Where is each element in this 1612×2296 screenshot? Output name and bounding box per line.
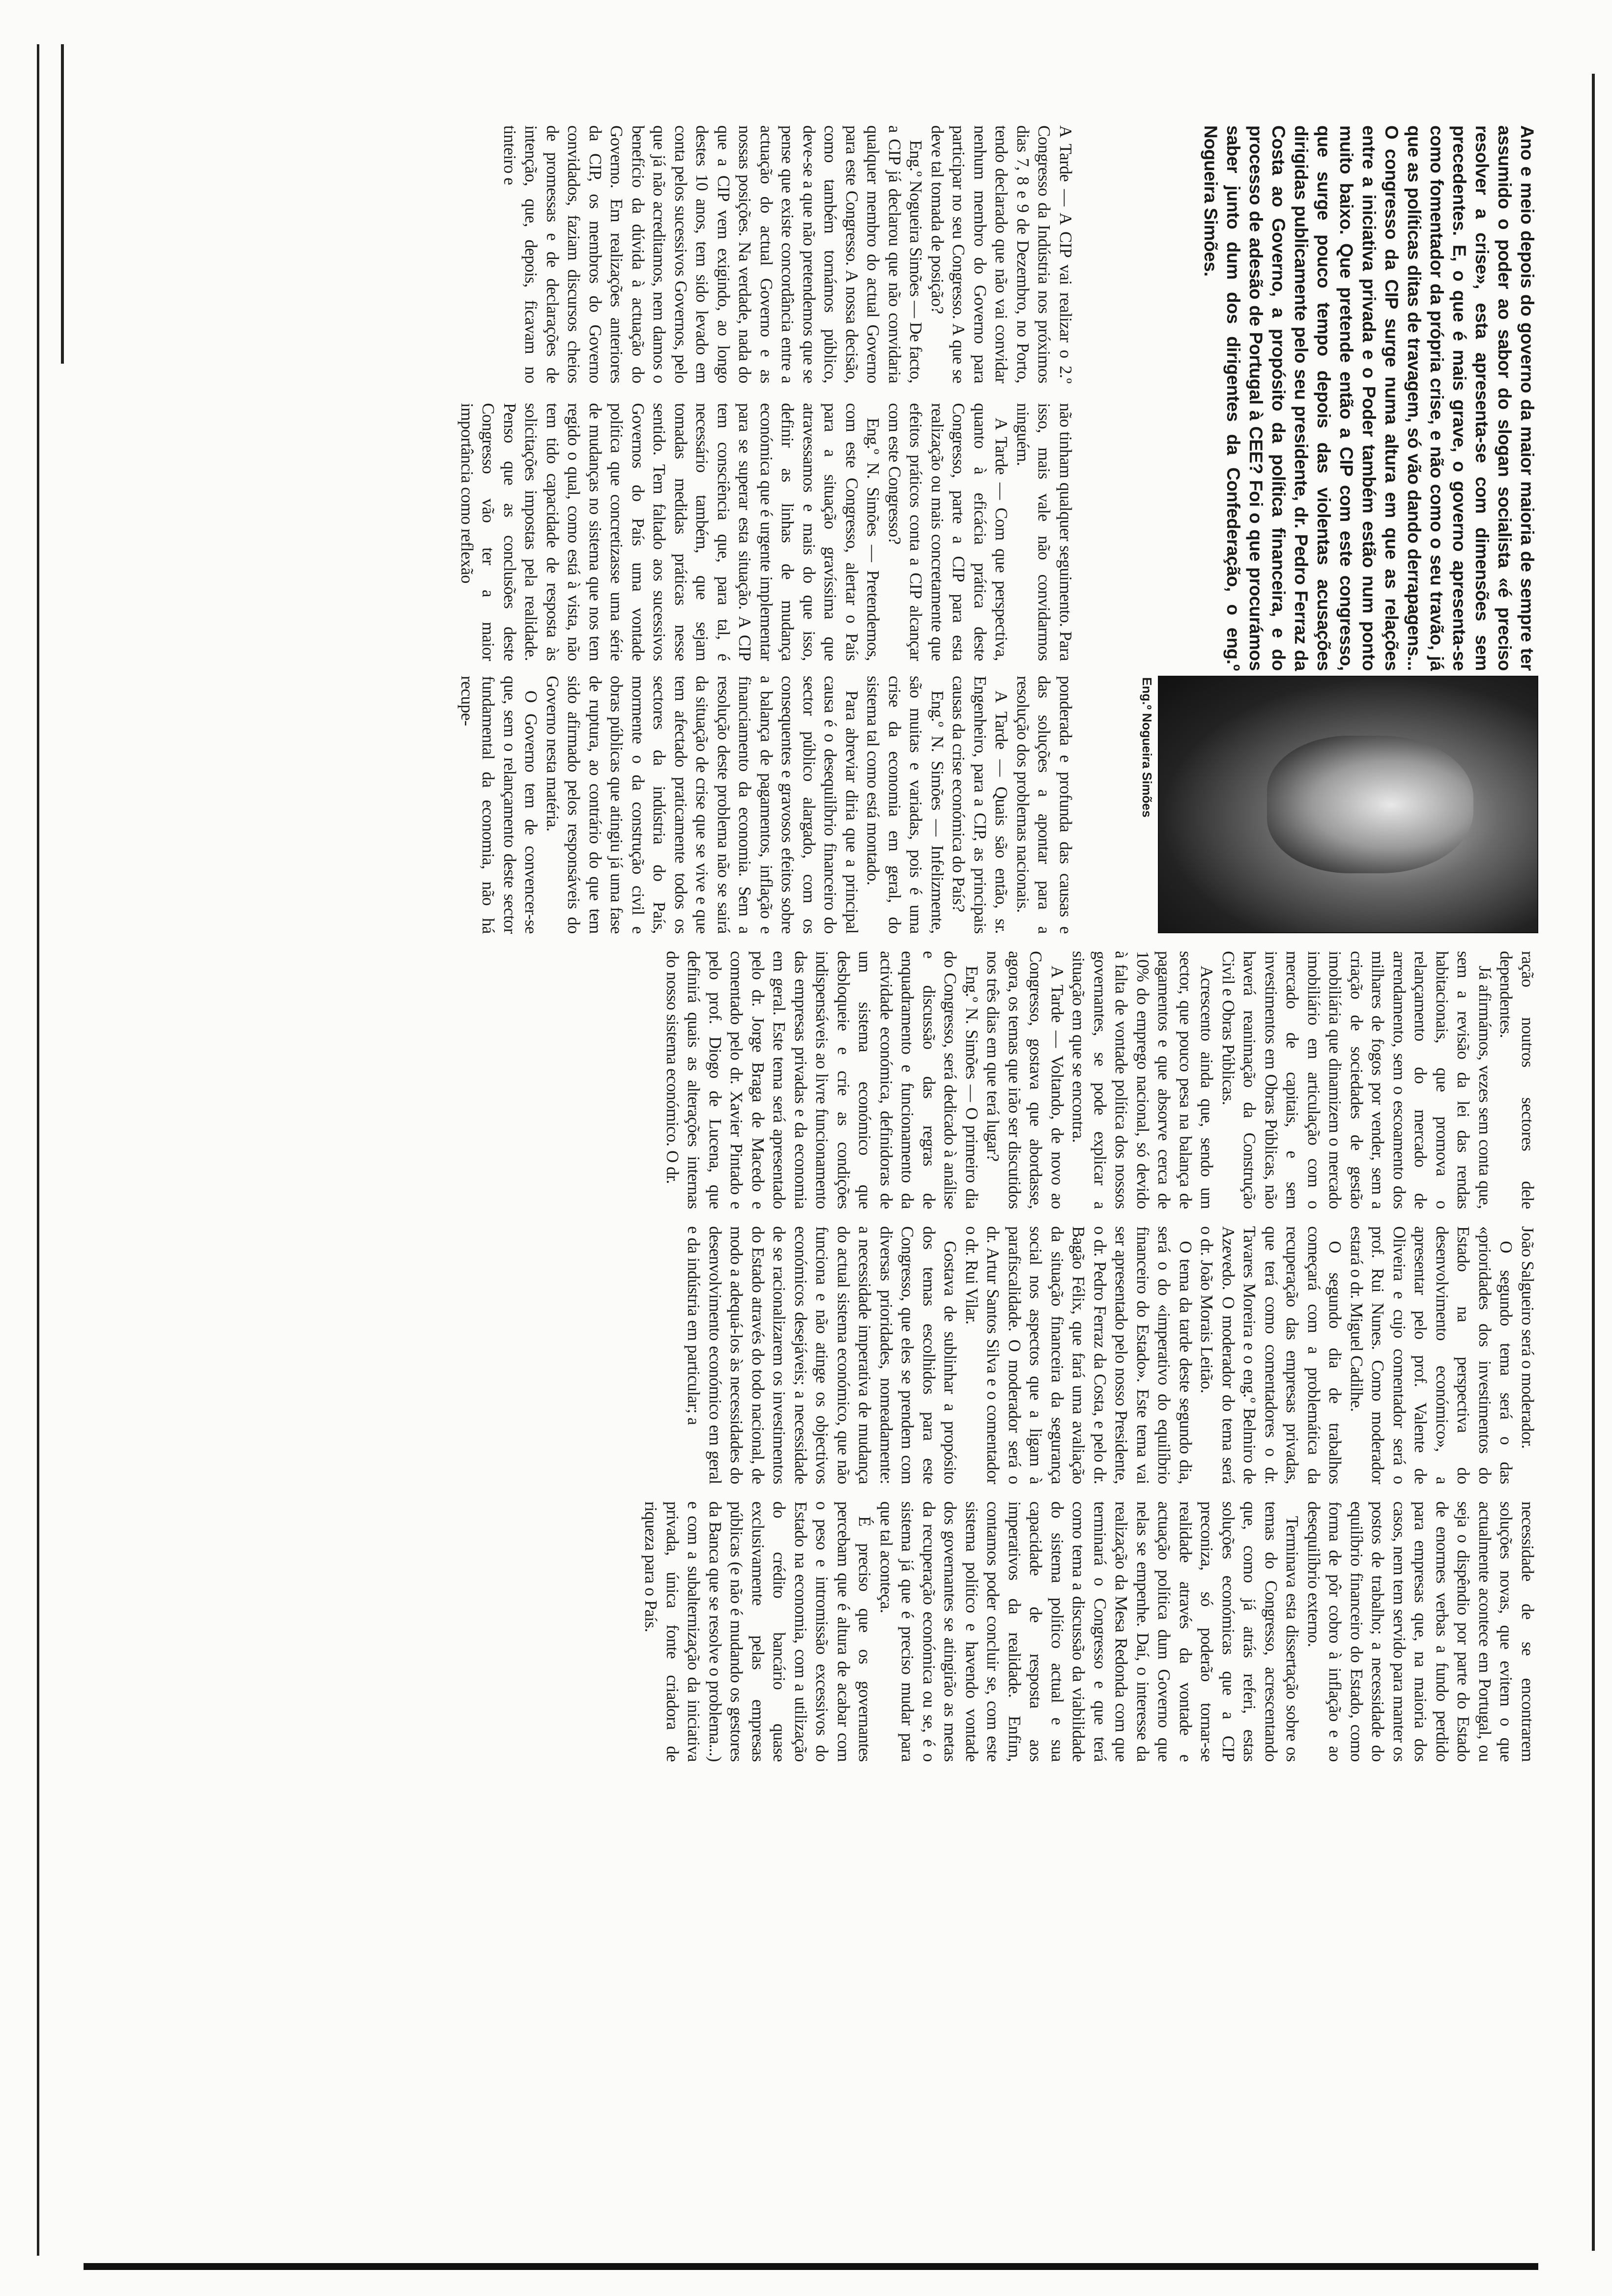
bottom-rule-short <box>61 44 64 364</box>
paragraph: Gostava de sublinhar a propósito dos temas escolhidos para este Congresso, que eles se prendem com diversas prioridades, nomeadamente: a necessidade imperativa de mudança do actual sistema económico, que não funciona e não atinge os objectivos económicos desejáveis; a necessidade de se racionalizarem os investimentos do Estado através do todo nacional, de modo a adequá-los às necessidades do desenvolvimento económico em geral e da indústria em particular; a <box>684 1226 960 1484</box>
column-5 <box>69 1226 1538 1484</box>
paragraph: É preciso que os governantes percebam que é altura de acabar com o peso e intromissão excessivos do Estado na economia, com a utilização do crédito bancário quase exclusivamente pelas empresas públicas (e não é mudando os gestores da Banca que se resolve o problema...) e com a subalternização da iniciativa privada, única fonte criadora de riqueza para o País. <box>641 1501 875 1762</box>
top-rule <box>1592 74 1595 2251</box>
article-lead: Ano e meio depois do governo da maior maioria de sempre ter assumido o poder ao sabor do slogan socialista «é preciso resolver a crise», esta apresenta-se com dimensões sem precedentes. E, o que é mais grave, o governo apresenta-se como fomentador da própria crise, e não como o seu travão, já que as políticas ditas de travagem, só vão dando derrapagens... O congresso da CIP surge numa altura em que as relações entre a iniciativa privada e o Poder também estão num ponto muito baixo. Que pretende então a CIP com este congresso, que surge pouco tempo depois das violentas acusações dirigidas publicamente pelo seu presidente, dr. Pedro Ferraz da Costa ao Governo, a propósito da política financeira, e do processo de adesão de Portugal à CEE? Foi o que procurámos saber junto dum dos dirigentes da Confederação, o eng.º Nogueira Simões. <box>1201 125 1537 671</box>
column-2 <box>69 403 1076 661</box>
paragraph: Para abreviar diria que a principal causa é o desequilíbrio financeiro do sector público alargado, com os consequentes e gravosos efeitos sobre a balança de pagamentos, inflação e financiamento da economia. Sem a resolução deste problema não se sairá da situação de crise que se vive e que tem afectado praticamente todos os sectores da indústria do País, mormente o da construção civil e obras públicas que atingiu já uma fase de ruptura, ao contrário do que tem sido afirmado pelos responsáveis do Governo nesta matéria. <box>543 676 862 934</box>
column-4 <box>69 951 1538 1209</box>
paragraph: A Tarde — Com que perspectiva, quanto à eficácia prática deste Congresso, parte a CIP para esta realização ou mais concretamente que efeitos práticos conta a CIP alcançar com este Congresso? <box>885 403 1011 661</box>
paragraph: A Tarde — Quais são então, sr. Engenheiro, para a CIP, as principais causas da crise económica do País? <box>949 676 1011 934</box>
paragraph: Eng.º Nogueira Simões — De facto, a CIP já declarou que não convidaria qualquer membro do actual Governo para este Congresso. A nossa decisão, como também tornámos público, deve-se a que não pretendemos que se pense que existe concordância entre a actuação do actual Governo e as nossas posições. Na verdade, nada do que a CIP vem exigindo, ao longo destes 10 anos, tem sido levado em conta pelos sucessivos Governos, pelo que já não acreditamos, nem damos o benefício da dúvida à actuação do Governo. Em realizações anteriores da CIP, os membros do Governo convidados, faziam discursos cheios de promessas e de declarações de intenção, que, depois, ficavam no tinteiro e <box>500 125 926 383</box>
right-margin-bar <box>84 2263 1538 2270</box>
column-6 <box>69 1501 1538 1762</box>
paragraph: O tema da tarde deste segundo dia, será o do «imperativo do equilíbrio financeiro do Estado». Este tema vai ser apresentado pelo nosso Presidente, o dr. Pedro Ferraz da Costa, e pelo dr. Bagão Félix, que fará uma avaliação da situação financeira da segurança social nos aspectos que a ligam à parafiscalidade. O moderador será o dr. Artur Santos Silva e o comentador o dr. Rui Vilar. <box>962 1226 1195 1484</box>
column-1 <box>69 125 1076 383</box>
paragraph: A Tarde — Voltando, de novo ao Congresso, gostava que abordasse, agora, os temas que irão ser discutidos nos três dias em que terá lugar? <box>983 951 1067 1209</box>
photo-caption: Eng.º Nogueira Simões <box>1140 677 1154 818</box>
paragraph: O Governo tem de convencer-se que, sem o relançamento deste sector fundamental da economia, não há recupe- <box>458 676 541 934</box>
paragraph: Já afirmámos, vezes sem conta que, sem a revisão da lei das rendas habitacionais, que promova o relançamento do mercado de arrendamento, sem o escoamento dos milhares de fogos por vender, sem a criação de sociedades de gestão imobiliária que dinamizem o mercado imobiliário em articulação com o mercado de capitais, e sem investimentos em Obras Públicas, não haverá reanimação da Construção Civil e Obras Públicas. <box>1219 951 1495 1209</box>
paragraph: Eng.º N. Simões — Pretendemos, com este Congresso, alertar o País para a situação gravíssima que atravessamos e mais do que isso, definir as linhas de mudança económica que é urgente implementar para se superar esta situação. A CIP tem consciência que, para tal, é necessário também, que sejam tomadas medidas práticas nesse sentido. Tem faltado aos sucessivos Governos do País uma vontade política que concretizasse uma série de mudanças no sistema que nos tem regido o qual, como está à vista, não tem tido capacidade de resposta às solicitações impostas pela realidade. Penso que as conclusões deste Congresso vão ter a maior importância como reflexão <box>458 403 883 661</box>
paragraph: Terminava esta dissertação sobre os temas do Congresso, acrescentando que, como já atrás referi, estas soluções económicas que a CIP preconiza, só poderão tornar-se realidade através da vontade e actuação política dum Governo que nelas se empenhe. Daí, o interesse da realização da Mesa Redonda com que terminará o Congresso e que terá como tema a discussão da viabilidade do sistema político actual e sua capacidade de resposta aos imperativos da realidade. Enfim, contamos poder concluir se, com este sistema político e havendo vontade dos governantes se atingirão as metas da recuperação económica ou se, é o sistema já que é preciso mudar para que tal aconteça. <box>877 1501 1302 1762</box>
paragraph: não tinham qualquer seguimento. Para isso, mais vale não convidarmos ninguém. <box>1013 403 1075 661</box>
paragraph: Eng.º N. Simões — O primeiro dia do Congresso, será dedicado à análise e discussão das regras de enquadramento e funcionamento da actividade económica, definidoras de um sistema económico que desbloqueie e crie as condições indispensáveis ao livre funcionamento das empresas privadas e da economia em geral. Este tema será apresentado pelo dr. Jorge Braga de Macedo e comentado pelo dr. Xavier Pintado e pelo prof. Diogo de Lucena, que definirá quais as alterações internas do nosso sistema económico. O dr. <box>663 951 981 1209</box>
column-3 <box>69 676 1076 934</box>
bottom-rule <box>37 44 39 2256</box>
paragraph: Acrescento ainda que, sendo um sector, que pouco pesa na balança de pagamentos e que absorve cerca de 10% do emprego nacional, só devido à falta de vontade política dos nossos governantes, se pode explicar a situação em que se encontra. <box>1069 951 1217 1209</box>
paragraph: João Salgueiro será o moderador. <box>1518 1226 1537 1449</box>
paragraph: O segundo tema será o das «prioridades dos investimentos do Estado na perspectiva do desenvolvimento económico», a apresentar pelo prof. Valente de Oliveira e cujo comentador será o prof. Rui Nunes. Como moderador estará o dr. Miguel Cadilhe. <box>1347 1226 1516 1484</box>
paragraph: necessidade de se encontrarem soluções novas, que evitem o que actualmente acontece em Portugal, ou seja o dispêndio por parte do Estado de enormes verbas a fundo perdido para empresas que, na maioria dos casos, nem tem servido para manter os postos de trabalho; a necessidade do equilíbrio financeiro do Estado, como forma de pôr cobro à inflação e ao desequilíbrio externo. <box>1304 1501 1537 1762</box>
portrait-face <box>1267 736 1473 873</box>
paragraph: A Tarde — A CIP vai realizar o 2.º Congresso da Indústria nos próximos dias 7, 8 e 9 de Dezembro, no Porto, tendo declarado que não vai convidar nenhum membro do Governo para participar no seu Congresso. A que se deve tal tomada de posição? <box>928 125 1075 383</box>
paragraph: O segundo dia de trabalhos começará com a problemática da recuperação das empresas privadas, que terá como comentadores o dr. Tavares Moreira e o eng.º Belmiro de Azevedo. O moderador do tema será o dr. João Morais Leitão. <box>1197 1226 1345 1484</box>
paragraph: ração noutros sectores dele dependentes. <box>1497 951 1537 1209</box>
paragraph: ponderada e profunda das causas e das soluções a apontar para a resolução dos problemas nacionais. <box>1013 676 1075 934</box>
paragraph: Eng.º N. Simões — Infelizmente, são muitas e variadas, pois é uma crise da economia em geral, do sistema tal como está montado. <box>864 676 947 934</box>
portrait-photo <box>1158 676 1538 933</box>
